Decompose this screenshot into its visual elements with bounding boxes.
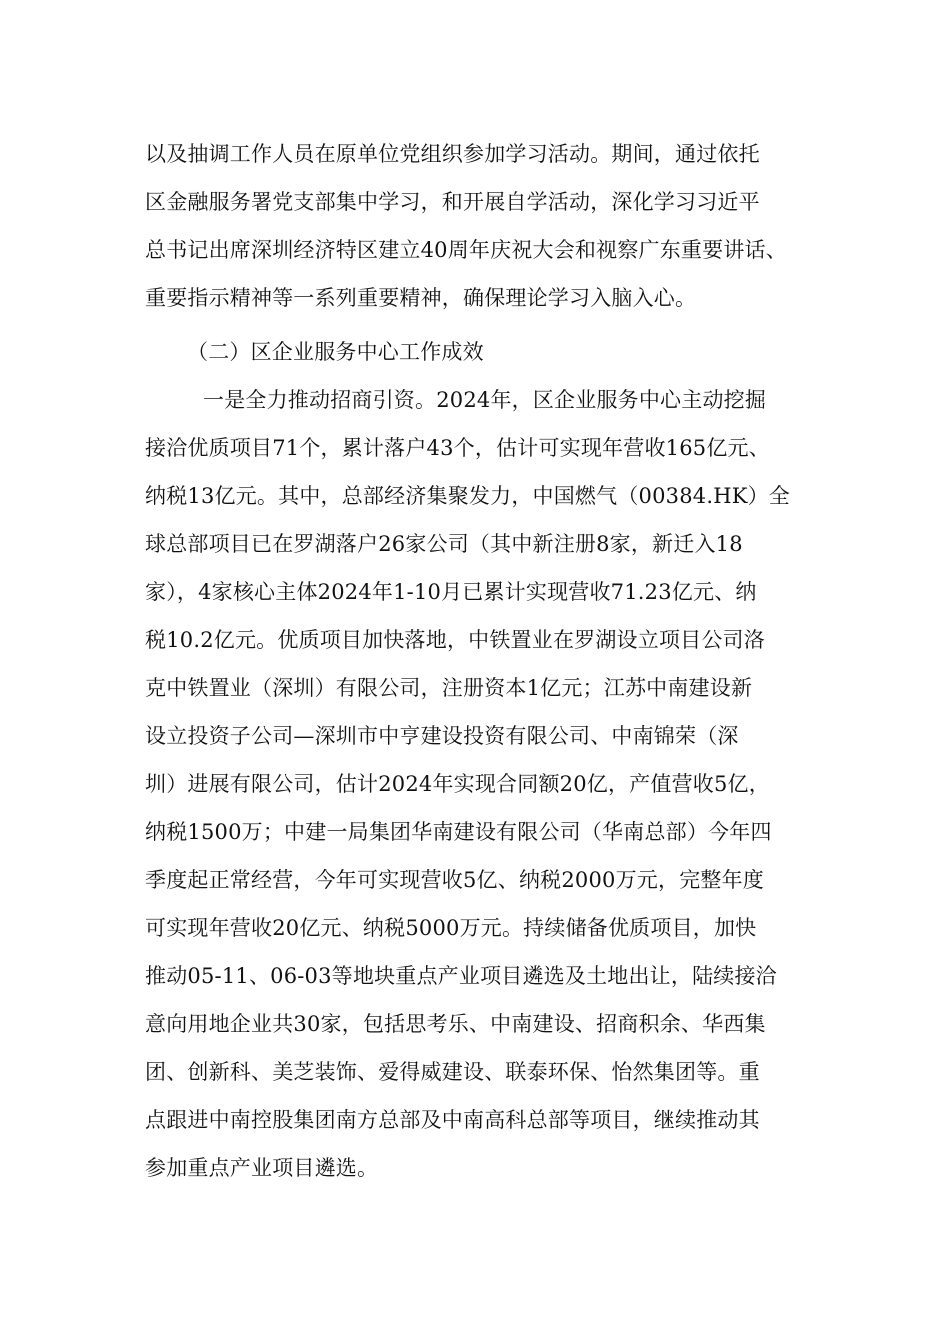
intro-line: 重要指示精神等一系列重要精神，确保理论学习入脑入心。 bbox=[145, 286, 697, 310]
body-line: 意向用地企业共30家，包括思考乐、中南建设、招商积余、华西集 bbox=[145, 1012, 766, 1036]
body-line: 推动05-11、06-03等地块重点产业项目遴选及土地出让，陆续接洽 bbox=[145, 964, 777, 988]
body-line: 团、创新科、美芝装饰、爱得威建设、联泰环保、怡然集团等。重 bbox=[145, 1060, 760, 1084]
body-line: 克中铁置业（深圳）有限公司，注册资本1亿元；江苏中南建设新 bbox=[145, 676, 753, 700]
body-line: 税10.2亿元。优质项目加快落地，中铁置业在罗湖设立项目公司洛 bbox=[145, 628, 765, 652]
body-line: 参加重点产业项目遴选。 bbox=[145, 1156, 379, 1180]
body-line: 接洽优质项目71个，累计落户43个，估计可实现年营收165亿元、 bbox=[145, 436, 770, 460]
section-heading: （二）区企业服务中心工作成效 bbox=[187, 340, 484, 364]
body-line: 一是全力推动招商引资。2024年，区企业服务中心主动挖掘 bbox=[203, 388, 767, 412]
body-line: 圳）进展有限公司，估计2024年实现合同额20亿，产值营收5亿， bbox=[145, 772, 770, 796]
intro-line: 总书记出席深圳经济特区建立40周年庆祝大会和视察广东重要讲话、 bbox=[145, 238, 787, 262]
body-line: 点跟进中南控股集团南方总部及中南高科总部等项目，继续推动其 bbox=[145, 1108, 760, 1132]
intro-line: 区金融服务署党支部集中学习，和开展自学活动，深化学习习近平 bbox=[145, 190, 760, 214]
body-line: 季度起正常经营，今年可实现营收5亿、纳税2000万元，完整年度 bbox=[145, 868, 765, 892]
body-line: 可实现年营收20亿元、纳税5000万元。持续储备优质项目，加快 bbox=[145, 916, 757, 940]
body-line: 设立投资子公司—深圳市中亨建设投资有限公司、中南锦荣（深 bbox=[145, 724, 739, 748]
body-line: 球总部项目已在罗湖落户26家公司（其中新注册8家，新迁入18 bbox=[145, 532, 743, 556]
intro-line: 以及抽调工作人员在原单位党组织参加学习活动。期间，通过依托 bbox=[145, 142, 760, 166]
body-line: 家），4家核心主体2024年1-10月已累计实现营收71.23亿元、纳 bbox=[145, 580, 757, 604]
body-line: 纳税1500万；中建一局集团华南建设有限公司（华南总部）今年四 bbox=[145, 820, 772, 844]
body-line: 纳税13亿元。其中，总部经济集聚发力，中国燃气（00384.HK）全 bbox=[145, 484, 791, 508]
